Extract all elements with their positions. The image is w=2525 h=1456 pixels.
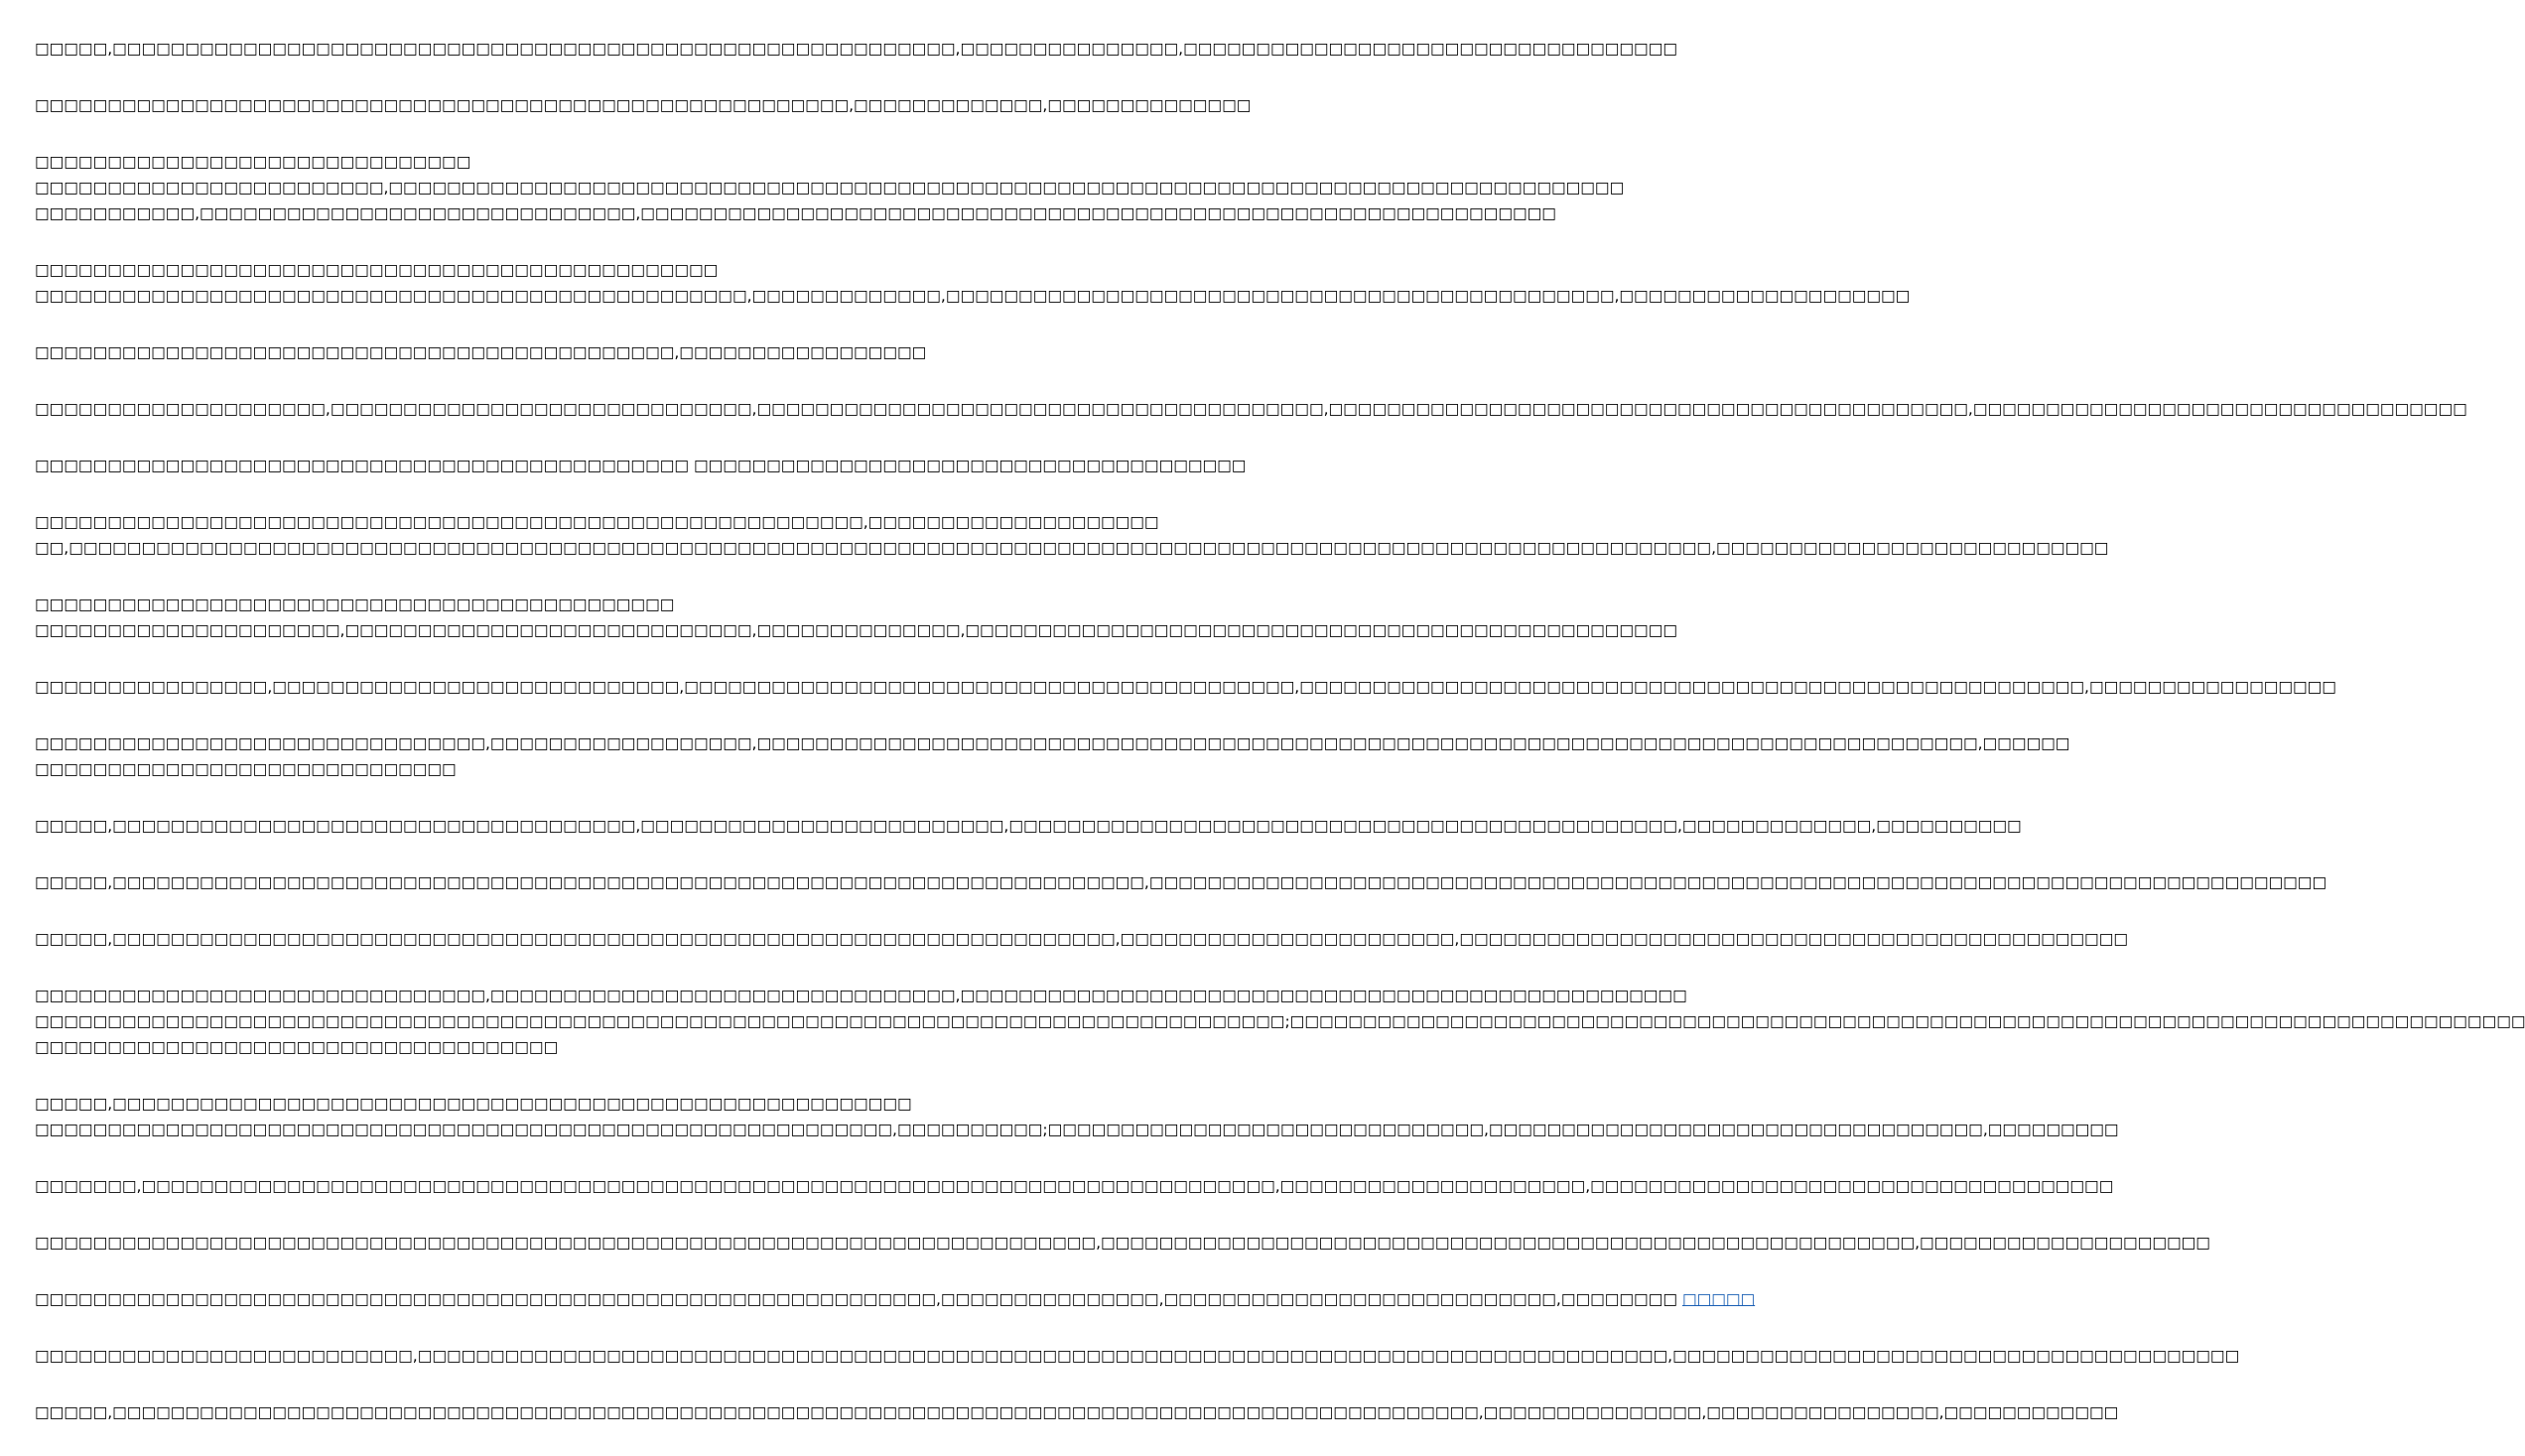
text-line <box>35 1091 983 1117</box>
text-line <box>35 257 983 283</box>
paragraph <box>35 92 1252 118</box>
paragraph <box>35 1286 1756 1312</box>
line-text: □□,□□□□□□□□□□□□□□□□□□□□□□□□□□□□□□□□□□□□□□□□□□□□□□□□□□□□□□□□□□□□□□□□□□□□□□□□□□□□□□□□□□□□□□□□□□□□□□□□□□□□□□□□□□□□□□□□□,□□□□□□□□□□□□□□□□□□□□□□□□□□□ <box>35 539 2109 557</box>
text-line <box>35 592 983 617</box>
line-text: □□□□□□□□□□□□□□□□□□□□□□□□□□□□□□□□□□□□□□□□□□□□□□□□□□□□□□□□□□□□□□□□□□□□□□□□□□□□□□□□□□□□□□;□□□□□□□□□□□□□□□□□□□□□□□□□□□□□□□□□□□□□□□□□□□□□□□□□□□□□□□□□□□□□□□□□□□□□□□□□□□□□□□□□□□□□ <box>35 1012 2525 1030</box>
text-line <box>35 1399 2119 1425</box>
paragraph <box>35 983 2525 1060</box>
line-text: □□□□□□□□□□□□□□□□□□□□□□□□□□□□□□□□□□□□□□□□□□□□□□□□□□□□□□□□□□□□□□,□□□□□□□□□□□□□□□,□□□□□□□□□□□□□□□□□□□□□□□□□□□,□□□□□□□□ <box>35 1290 1677 1308</box>
paragraph <box>35 1173 2114 1199</box>
text-line <box>35 1173 2114 1199</box>
paragraph <box>35 149 1625 226</box>
paragraph <box>35 257 1911 309</box>
paragraph <box>35 36 1677 62</box>
paragraph <box>35 1399 2119 1425</box>
line-text: □□□□□,□□□□□□□□□□□□□□□□□□□□□□□□□□□□□□□□□□□□□□□□□□□□□□□□□□□□□□□□□□□□□□□□□□□□□□□,□□□□□□□□□□□□□□□□□□□□□□□□□□□□□□□□□□□□□□□□□□□□□□□□□□□□□□□□□□□□□□□□□□□□□□□□□□□□□□□□□ <box>35 873 2327 891</box>
paragraph <box>35 339 983 365</box>
text-line <box>35 1286 1756 1312</box>
text-line <box>35 200 1556 226</box>
line-text: □□□□□□□□□□□□□□□□□□□□,□□□□□□□□□□□□□□□□□□□□□□□□□□□□□,□□□□□□□□□□□□□□□□□□□□□□□□□□□□□□□□□□□□□□□,□□□□□□□□□□□□□□□□□□□□□□□□□□□□□□□□□□□□□□□□□□□□,□□□□□□□□□□□□□□□□□□□□□□□□□□□□□□□□□□ <box>35 400 2467 418</box>
text-line <box>35 674 2336 700</box>
text-line <box>35 926 2128 952</box>
text-line <box>35 509 1159 535</box>
line-text: □□□□□□□□□□□□□□□□□□□□□□□□□□□□□□□□□□□□□□□□□□□□□□□□□□□□□□□□,□□□□□□□□□□□□□,□□□□□□□□□□□□□□ <box>35 96 1252 114</box>
text-line <box>35 339 983 365</box>
line-text: □□□□□□□□□□□□□□□□□□□□□□□□□□□□□□□,□□□□□□□□□□□□□□□□□□□□□□□□□□□□□□□□,□□□□□□□□□□□□□□□□□□□□□□□□□□□□□□□□□□□□□□□□□□□□□□□□□□ <box>35 987 1687 1004</box>
text-line <box>35 1230 2210 1256</box>
line-text: □□□□□,□□□□□□□□□□□□□□□□□□□□□□□□□□□□□□□□□□□□□□□□□□□□□□□□□□□□□□□□□□□□□□□□□□□□□,□□□□□□□□□□□□□□□□□□□□□□□,□□□□□□□□□□□□□□□□□□□□□□□□□□□□□□□□□□□□□□□□□□□□□□ <box>35 930 2128 948</box>
paragraph <box>35 509 2109 561</box>
text-line <box>35 92 1252 118</box>
text-line <box>35 983 1687 1008</box>
line-text: □□□□□□□□□□□□□□□□□□□□□,□□□□□□□□□□□□□□□□□□□□□□□□□□□□,□□□□□□□□□□□□□□,□□□□□□□□□□□□□□□□□□□□□□□□□□□□□□□□□□□□□□□□□□□□□□□□□ <box>35 621 1677 639</box>
paragraph <box>35 592 1677 643</box>
text-line <box>35 283 1911 309</box>
line-text: □□□□□□□□□□□□□□□□□□□□□□□□□□□□□□□□□□□□□□□□□□□□□□□□□,□□□□□□□□□□□□□,□□□□□□□□□□□□□□□□□□□□□□□□□□□□□□□□□□□□□□□□□□□□□□,□□□□□□□□□□□□□□□□□□□□ <box>35 287 1911 305</box>
line-text: □□□□□,□□□□□□□□□□□□□□□□□□□□□□□□□□□□□□□□□□□□□□□□□□□□□□□□□□□□□□□ <box>35 1095 912 1113</box>
line-text: □□□□□□□□□□□□□□□□□□□□□□□□□□□□□□□□□□□□□□□□□□□□□□□□□□□□□□□□□,□□□□□□□□□□□□□□□□□□□□ <box>35 513 1159 531</box>
line-text: □□□□□□□□□□□□□□□□□□□□□□□□□□,□□□□□□□□□□□□□□□□□□□□□□□□□□□□□□□□□□□□□□□□□□□□□□□□□□□□□□□□□□□□□□□□□□□□□□□□□□□□□□□□□□□□□□,□□□□□□□□□□□□□□□□□□□□□□□□□□□□□□□□□□□□□□□ <box>35 1347 2240 1365</box>
paragraph <box>35 1230 2210 1256</box>
line-text: □□□□□□□□□□□□□□□□□□□□□□□□□□□□□□□□□□□□□□□□□□□□□ □□□□□□□□□□□□□□□□□□□□□□□□□□□□□□□□□□□□□□ <box>35 457 1247 474</box>
line-text: □□□□□,□□□□□□□□□□□□□□□□□□□□□□□□□□□□□□□□□□□□,□□□□□□□□□□□□□□□□□□□□□□□□□,□□□□□□□□□□□□□□□□□□□□□□□□□□□□□□□□□□□□□□□□□□□□□□,□□□□□□□□□□□□□,□□□□□□□□□□ <box>35 817 2022 835</box>
line-text: □□□□□□□□□□□□□□□□□□□□□□□□,□□□□□□□□□□□□□□□□□□□□□□□□□□□□□□□□□□□□□□□□□□□□□□□□□□□□□□□□□□□□□□□□□□□□□□□□□□□□□□□□□□□□□ <box>35 179 1625 197</box>
line-text: □□□□□□□□□□□,□□□□□□□□□□□□□□□□□□□□□□□□□□□□□□,□□□□□□□□□□□□□□□□□□□□□□□□□□□□□□□□□□□□□□□□□□□□□□□□□□□□□□□□□□□□□□□ <box>35 204 1556 222</box>
text-line <box>35 869 2327 895</box>
text-line <box>35 1008 2525 1034</box>
text-line <box>35 1034 983 1060</box>
text-line <box>35 453 1247 478</box>
line-text: □□□□□□□□□□□□□□□□□□□□□□□□□□□□□□□□□□□□□□□□□□□□□□□□□□□□□□□□□□□,□□□□□□□□□□;□□□□□□□□□□□□□□□□□□□□□□□□□□□□□□,□□□□□□□□□□□□□□□□□□□□□□□□□□□□□□□□□□,□□□□□□□□□ <box>35 1121 2119 1138</box>
text-line <box>35 1117 2119 1142</box>
text-line <box>35 1343 2240 1369</box>
line-text: □□□□□□□□□□□□□□□□□□□□□□□□□□□□□□ <box>35 153 471 171</box>
text-line <box>35 149 983 175</box>
text-line <box>35 396 2467 422</box>
line-text: □□□□□□□□□□□□□□□□□□□□□□□□□□□□□□□,□□□□□□□□□□□□□□□□□□,□□□□□□□□□□□□□□□□□□□□□□□□□□□□□□□□□□□□□□□□□□□□□□□□□□□□□□□□□□□□□□□□□□□□□□□□□□□□□□□□□□□□,□□□□□□ <box>35 734 2070 752</box>
line-text: □□□□□□□□□□□□□□□□□□□□□□□□□□□□□□□□□□□□□□□□□□□□,□□□□□□□□□□□□□□□□□ <box>35 343 927 361</box>
line-text: □□□□□□□□□□□□□□□□□□□□□□□□□□□□□□□□□□□□□□□□□□□□□□□□□□□□□□□□□□□□□□□□□□□□□□□□□,□□□□□□□□□□□□□□□□□□□□□□□□□□□□□□□□□□□□□□□□□□□□□□□□□□□□□□□□,□□□□□□□□□□□□□□□□□□□□ <box>35 1234 2210 1252</box>
line-text: □□□□□□□□□□□□□□□□□□□□□□□□□□□□□ <box>35 760 457 778</box>
paragraph <box>35 674 2336 700</box>
line-text: □□□□□□□□□□□□□□□□□□□□□□□□□□□□□□□□□□□□□□□□□□□□ <box>35 596 675 613</box>
paragraph <box>35 813 2022 839</box>
text-line <box>35 617 1677 643</box>
text-line <box>35 175 1625 200</box>
line-text: □□□□□,□□□□□□□□□□□□□□□□□□□□□□□□□□□□□□□□□□□□□□□□□□□□□□□□□□□□□□□□□□□□□□□□□□□□□□□□□□□□□□□□□□□□□□□□□□□□□□,□□□□□□□□□□□□□□□,□□□□□□□□□□□□□□□□,□□□□□□□□□□□□ <box>35 1403 2119 1421</box>
paragraph <box>35 1091 2119 1142</box>
text-line <box>35 730 2070 756</box>
document-body <box>35 36 2525 1456</box>
line-text: □□□□□□□□□□□□□□□□□□□□□□□□□□□□□□□□□□□□ <box>35 1038 559 1056</box>
line-text: □□□□□□□□□□□□□□□□□□□□□□□□□□□□□□□□□□□□□□□□□□□□□□□ <box>35 261 719 279</box>
paragraph <box>35 453 1247 478</box>
line-text: □□□□□,□□□□□□□□□□□□□□□□□□□□□□□□□□□□□□□□□□□□□□□□□□□□□□□□□□□□□□□□□□,□□□□□□□□□□□□□□□,□□□□□□□□□□□□□□□□□□□□□□□□□□□□□□□□□□ <box>35 40 1677 58</box>
text-line <box>35 756 983 782</box>
text-line <box>35 535 2109 561</box>
inline-link[interactable]: □□□□□ <box>1681 1290 1756 1308</box>
paragraph <box>35 730 2070 782</box>
paragraph <box>35 926 2128 952</box>
line-text: □□□□□□□,□□□□□□□□□□□□□□□□□□□□□□□□□□□□□□□□□□□□□□□□□□□□□□□□□□□□□□□□□□□□□□□□□□□□□□□□□□□□□□,□□□□□□□□□□□□□□□□□□□□□,□□□□□□□□□□□□□□□□□□□□□□□□□□□□□□□□□□□□ <box>35 1177 2114 1195</box>
paragraph <box>35 396 2467 422</box>
text-line <box>35 36 1677 62</box>
paragraph <box>35 869 2327 895</box>
paragraph <box>35 1343 2240 1369</box>
line-text: □□□□□□□□□□□□□□□□,□□□□□□□□□□□□□□□□□□□□□□□□□□□□,□□□□□□□□□□□□□□□□□□□□□□□□□□□□□□□□□□□□□□□□□□,□□□□□□□□□□□□□□□□□□□□□□□□□□□□□□□□□□□□□□□□□□□□□□□□□□□□□□,□□□□□□□□□□□□□□□□□ <box>35 678 2336 696</box>
text-line <box>35 813 2022 839</box>
